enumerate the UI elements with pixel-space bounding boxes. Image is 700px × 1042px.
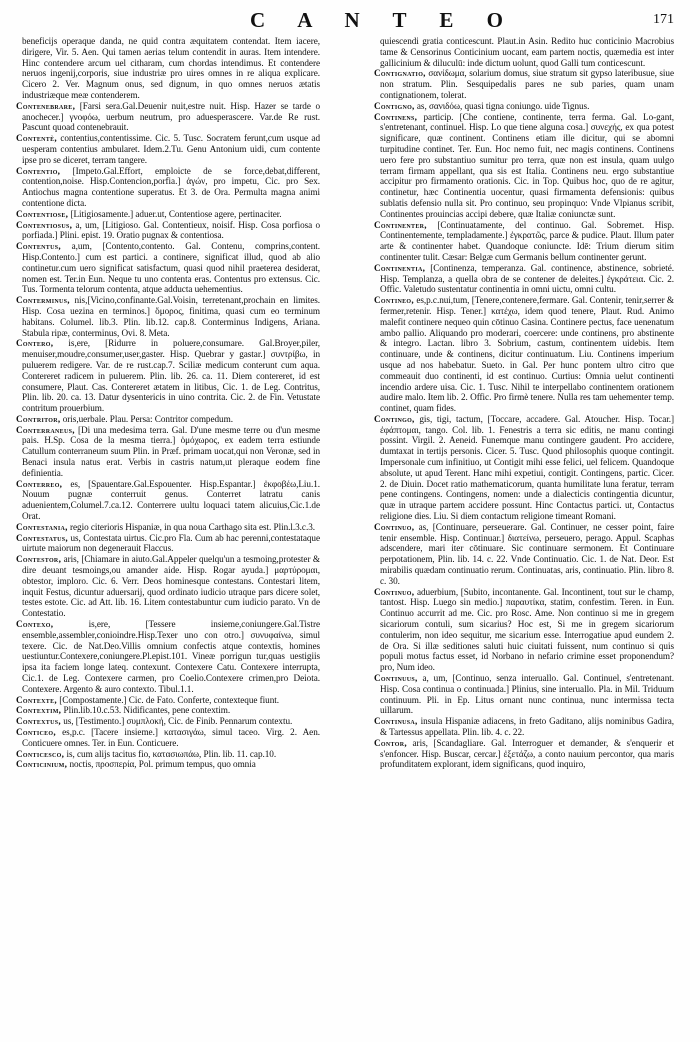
entry-headword: Conticesco, [16,748,65,759]
dictionary-entry [374,112,674,220]
entry-headword: Contestor, [16,554,62,565]
entry-headword: Conterreo, [16,478,63,489]
entry-headword: Continentia, [374,262,426,273]
entry-text: as, [Continuare, perseuerare. Gal. Continuer, ne cesser point, faire tenir ensemble. Hisp. Continuar.] διατείνω, perseuero, perago. Appul. Scaphas adscendere, mari iter cōtinuare. Sic continuare sermonem. Et Continuare perpotationem, Plin. lib. 14. c. 22. Vnde Continuatio. Cic. 1. de Nat. Deor. Est mirabilis quædam continuatio rerum. Continuatas, aris, continuatio. Plin. libro 8. c. 30. [380,521,674,586]
entry-text: es, [Spauentare.Gal.Espouenter. Hisp.Espantar.] ἐκφοβέω,Liu.1. Nouum pugnæ conterruit genus. Conterret latratu canis aduenientem,Columel.7.ca.12. Conterrere uultu loquaci tatem alicuius,Cic.1.de Orat. [22,478,320,522]
dictionary-entry [374,587,674,673]
entry-text: es,p.c.nui,tum, [Tenere,contenere,fermare. Gal. Contenir, tenir,serrer & fermer,retenir. Hisp. Tener.] κατέχω, idem quod tenere, Plaut. Rud. Animo malefit continere nequeo quin cōtinuo Casina. Continere pectus, face uenenatum ambo pallio. Aliquando pro moderari, coercere: unde continens, pro abstinente & integro. Lactan. libro 3. Sobrium, castum, continentem uidebis. Item continuare, unde & continens, dicitur continuatum. Liu. Continens imperium usque ad nos habebatur. Sueto. in Gal. Per hunc pontem ultro citro que commeauit duo continenti, id est continuo. Curtius: Omnia uelut continenti incendio ardere uisa. Cic. 1. Tusc. Nihil te interpellabo continentem orationem audire malo. Item lib. 2. Offic. Pro firmè tenere. Nulla res tam uehementer temp. continet, quam fides. [380,295,674,414]
entry-headword: Conterraneus, [16,424,75,435]
dictionary-entry [16,101,320,133]
entry-text: [Continenza, temperanza. Gal. continence, abstinence, sobrieté. Hisp. Templanza, a quella obra de se contener de deleites.] ἐγκράτεια. Cic. 2. Offic. Valetudo sustentatur continentia in omni uictu, omni cultu. [380,262,674,295]
dictionary-entry [374,738,674,770]
dictionary-entry [16,749,320,760]
dictionary-entry [374,36,674,68]
entry-headword: Contestatus, [16,532,68,543]
entry-headword: Contexo, [16,619,54,630]
entry-text: regio citerioris Hispaniæ, in qua noua Carthago sita est. Plin.l.3.c.3. [70,521,315,532]
entry-text: σανίδωμα, solarium domus, siue stratum sit gypso lateribusue, siue non stratum. Plin. Sesquipedalis pares ne sub paries, quam unam contignationem, tolerat. [380,68,674,100]
entry-text: a, um, [Litigioso. Gal. Contentieux, noisif. Hisp. Cosa porfiosa o porfiada.] Plini. epist. 19. Oratio pugnax & contentiosa. [22,219,320,241]
running-title: C A N T E O [250,8,518,32]
entry-headword: Contexte, [16,694,57,705]
dictionary-entry [374,673,674,716]
entry-text: us, Contestata uirtus. Cic.pro Fla. Cum ab hac perenni,contestataque uirtute maiorum non degenerauit Flaccus. [22,532,320,554]
entry-text: es,p.c. [Tacere insieme.] κατασιγάω, simul taceo. Virg. 2. Aen. Conticuere omnes. Ter. in Eun. Conticuere. [22,727,320,748]
entry-text: us, [Testimento.] συμπλοκή, Cic. de Finib. Pennarum contextu. [63,716,293,727]
entry-text: [Continuatamente, del continuo. Gal. Sobremet. Hisp. Continentemente, templadamente.] ἐγκρατῶς, parce & pudice. Plaut. Illum pater arte & continenter habet. Quandoque coniuncte. Idē: Trium dierum sitim continenter tulit. Cæsar: Belgæ cum Germanis bellum continenter gerunt. [380,219,674,262]
dictionary-entry [16,522,320,533]
entry-headword: Contestania, [16,521,68,532]
entry-text: [Di una medesima terra. Gal. D'une mesme terre ou d'un mesme pais. H.Sp. Cosa de la mesma tierra.] ὁμόχωρος, ex eadem terra estiunde Catullum conterraneum suum Plin. in Præf. primam uocat,qui non Veronæ, sed in Benaci insula natus erat. Verbis in castris natum,ut pleraque eodem fine definientia. [22,424,320,478]
entry-text: is,ere, [Ridurre in poluere,consumare. Gal.Broyer,piler, menuiser,moudre,consumer,user,gaster. Hisp. Quebrar y gastar.] συντρίβω, in puluerem redigere. Var. de re rust.cap.7. Sciliæ medicum conterunt cum aqua. Contereret radicem in puluerem. Plin. lib. 26. ca. 11. Diem contereret, id est consumere, Plaut. Cas. Contereret ætatem in litibus, Cic. 1. de Leg. Contritus, Plin. lib. 20. ca. 13. Datur dysentericis in uino contrita. Cic. 2. de Fin. Vetustate contritum prouerbium. [22,338,320,414]
entry-text: [Farsi sera.Gal.Deuenir nuit,estre nuit. Hisp. Hazer se tarde o anochecer.] γνοφόω, uerbum neutrum, pro aduesperascere. Var.de Re rust. Pascunt quoad contenebrauit. [22,100,320,133]
entry-text: [Impeto.Gal.Effort, emploicte de se force,debat,different, contention,noise. Hisp.Contencion,porfia.] ἀγών, pro impetu, Cic. pro Sex. Antiochus magna contentione superatus. Et 3. de Ora. Permulta magna animi contentione dicta. [22,165,320,208]
entry-headword: Continuus, [374,673,418,684]
dictionary-entry [16,338,320,414]
entry-headword: Contingo, [374,413,415,424]
dictionary-entry [16,479,320,522]
entry-text: quiescendi gratia conticescunt. Plaut.in Asin. Redito huc conticinio Macrobius tame & Censorinus Conticinium uocant, eam partem noctis, quæmedia est inter gallicinium & diluculū: inde dictum uolunt, quod Galli tum conticescunt. [380,36,674,68]
entry-text: gis, tigi, tactum, [Toccare, accadere. Gal. Atoucher. Hisp. Tocar.] ἐφάπτομαι, tango. Col. lib. 1. Fenestris a terra sic editis, ne manu contingi possint. Virgil. 2. Aeneid. Funemque manu contingere gaudent. Pro accidere, dumtaxat in tertijs personis. Cicer. 5. Tusc. Quod philosophis quoque contingit. Impersonale cum infinitiuo, ut Contigit mihi esse felici, uel felicem. Quandoque absolute, ut apud Terent. Hanc mihi expetiui, contigit. Contingens, partic. Cicer. 2. de Diuin. Docet ratio mathematicorum, quanta humilitate luna feratur, terram pene contingens. Contingens, nomen: unde a dialecticis contingentia dicuntur, quæ in utraque partem accidere possunt. Hinc Contactus partici. ut, Contactus religione dies. Liu. Si diem contactum religione timeant Romani. [380,413,674,522]
dictionary-entry [16,695,320,706]
entry-text: noctis, προσπερία, Pol. primum tempus, quo omnia [69,759,256,770]
entry-headword: Contentè, [16,133,57,144]
entry-headword: Contentiose, [16,208,69,219]
dictionary-entry [16,295,320,338]
entry-text: a,um, [Contento,contento. Gal. Contenu, comprins,content. Hisp.Contento.] cum est partici. a continere, significat illud, quod ab alio continetur.cum uero significat satisfactum, quasi quod nihil praeterea desiderat, nomen est. Ter.in Eun. Neque tu uno contenta eras. Contentus pro extensus. Cic. Tus. Tormenta telorum contenta, atque adducta uehementius. [22,241,320,295]
right-column [374,36,674,1036]
entry-headword: Contentiosus, [16,219,73,230]
entry-headword: Conticinium, [16,759,68,770]
entry-text: is, cum alijs tacitus fio, κατασιωπάω, Plin. lib. 11. cap.10. [66,748,277,759]
entry-text: Plin.lib.10.c.53. Nidificantes, pene contextim. [63,705,231,716]
dictionary-entry [374,716,674,738]
dictionary-entry [16,166,320,209]
dictionary-entry [16,727,320,749]
entry-headword: Contextus, [16,716,61,727]
entry-headword: Contigno, [374,100,415,111]
entry-headword: Contineo, [374,295,414,306]
entry-text: particip. [Che contiene, continente, terra ferma. Gal. Lo-gant, s'entretenant, continuel. Hisp. Lo que tiene alguna cosa.] συνεχής, ex qua potest significare, quæ continent. Continens etiam ille dicitur, qui se abomni turpitudine continet. Ter. Eun. Hoc nemo fuit, nec magis continens. Continens uero fere pro substantiuo sumitur pro terra, quæ non est insula, quam uulgo terram firmam appellant, qua sis est Italia. Continens neu. ergo substantiue accipitur pro firmamento orationis. Cic. in Top. Quibus hoc, quo de re agitur, continetur, hæc Continentia uocentur, quasi firmamenta defensionis: quibus sublatis defensio nulla sit. Pro continuo, seu propinquo: Vnde Vlpianus scribit, Continentes prouincias accipi debere, quæ Italiæ coniunctæ sunt. [380,111,674,219]
dictionary-entry [16,209,320,220]
dictionary-entry [374,414,674,522]
dictionary-entry [16,533,320,555]
entry-headword: Continenter, [374,219,427,230]
dictionary-entry [374,522,674,587]
entry-headword: Contentus, [16,241,61,252]
entry-text: aduerbium, [Subito, incontanente. Gal. Incontinent, tout sur le champ, tantost. Hisp. Luego sin medio.] παραυτίκα, statim, confestim. Teren. in Eun. Continuo accurrit ad me. Cic. pro Rosc. Ame. Non continuo si me in gregem sicariorum contuli, sum sicarius? Hoc est, Si me in gregem sicariorum contulerim, non ideo sequitur, me sicarium esse. Interrogatiue apud eundem 2. de Ora. Si illæ seditiones saluti huic ciuitati fuissent, num continuo si quis populi motus factus esset, id Norbano in nefario crimine esset proponendum? pro, Num ideo. [380,586,674,673]
dictionary-entry [16,36,320,101]
entry-text: nis,[Vicino,confinante.Gal.Voisin, terretenant,prochain en limites. Hisp. Cosa uezina en terminos.] ὅμορος, finitima, quasi cum eo terminum habitans. Columel. lib.3. Plin. lib.12. cap.8. Conterminus Indigens, Ariana. Stabula ripæ, conterminus, Ovi. 8. Meta. [22,295,320,338]
entry-text: oris,uerbale. Plau. Persa: Contritor compedum. [62,413,233,424]
dictionary-entry [374,263,674,295]
entry-text: beneficijs operaque danda, ne quid contra æquitatem contendat. Item iacere, dirigere, Vir. 5. Aen. Qui tamen aerias telum contendit in auras. Item intendere. Hinc contendere arcum uel citharam, cum chordas intendimus. Et contendere neruos ingenij,corporis, siue industriæ pro uires omnes in re aliqua explicare. Cicero 2. Ver. Magnum onus, sed dignum, in quo omnes neruos ætatis industriæque meæ contenderem. [22,36,320,100]
dictionary-entry [374,220,674,263]
dictionary-entry [374,295,674,414]
dictionary-entry [16,716,320,727]
entry-text: as, σανιδόω, quasi tigna coniungo. uide Tignus. [416,100,590,111]
entry-text: aris, [Scandagliare. Gal. Interroguer et demander, & s'enquerir et s'enfoncer. Hisp. Buscar, cercar.] ἐξετάζω, a conto nauium percontor, qua maris profunditatem explorant, idem significans, quod inquiro, [380,737,674,770]
entry-headword: Contenebrare, [16,100,76,111]
entry-text: a, um, [Continuo, senza interuallo. Gal. Continuel, s'entretenant. Hisp. Cosa continua o continuada.] Plinius, sine interuallo. Pla. in Mil. Triduum continuum. Pli. in Ep. Litus ornant nunc continua, nunc intermissa tecta uillarum. [380,673,674,716]
entry-headword: Conticeo, [16,727,56,737]
running-head [0,8,700,36]
entry-headword: Continusa, [374,716,418,727]
entry-headword: Continens, [374,111,418,122]
entry-headword: Contero, [16,338,54,349]
entry-headword: Contignatio, [374,68,426,79]
entry-text: contentius,contentissime. Cic. 5. Tusc. Socratem ferunt,cum usque ad uesperam contentius ambularet. Idem.2.Tu. Genu Antonium uidi, cum contente ipse pro se diceret, terram tangere. [22,133,320,165]
entry-text: [Litigiosamente.] aduer.ut, Contentiose agere, pertinaciter. [70,208,282,219]
entry-text: [Compostamente.] Cic. de Fato. Conferte, contexteque fiunt. [59,694,280,705]
dictionary-entry [16,133,320,165]
entry-headword: Continuo, [374,521,415,532]
dictionary-entry [16,241,320,295]
entry-headword: Contextim, [16,705,62,716]
entry-text: aris, [Chiamare in aiuto.Gal.Appeler quelqu'un a tesmoing,protester & dire deuant tesmoings,ou amander aide. Hisp. Rogar ayuda.] μαρτύρομαι, obtestor, imploro. Cic. 6. Verr. Deos hominesque contestans. Contestari litem, inquit Festus, dicuntur aduersarij, quod ordinato iudicio utraque pars dicere solet, testes estote. Cic. ad Att. lib. 16. Litem contestabuntur cum iudicio parato. Vn de Contestatio. [22,554,320,619]
dictionary-entry [16,705,320,716]
left-column [16,36,320,1036]
entry-text: insula Hispaniæ adiacens, in freto Gaditano, alijs nominibus Gadira, & Tartessus appellata. Plin. lib. 4. c. 22. [380,716,674,737]
dictionary-entry [16,220,320,242]
entry-text: is,ere, [Tessere insieme,coniungere.Gal.Tistre ensemble,assembler,conioindre.Hisp.Texer uno con otro.] συνυφαίνω, simul texere. Cic. de Nat.Deo.Villis omnium confectis atque contextis, homines uestiuntur.Contexere,coniungere.Pl.epist.101. Vineæ porrigun tur,quas uestigiis ipsa ita faciem longe lateq. contexunt. Contexere Catu. Contexere interrupta, Cic.1. de Leg. Contexere carmen, pro Coelio.Contexere crimen,pro Deiota. Contexere. Argento & auro contexto. Tibul.1.1. [22,619,320,694]
entry-headword: Conterminus, [16,295,70,306]
entry-headword: Contor, [374,737,407,748]
dictionary-entry [16,425,320,479]
dictionary-entry [374,101,674,112]
entry-headword: Contritor, [16,413,61,424]
dictionary-entry [374,68,674,100]
entry-headword: Contentio, [16,165,61,176]
entry-headword: Continuo, [374,586,415,597]
dictionary-entry [16,619,320,695]
dictionary-entry [16,759,320,770]
dictionary-entry [16,554,320,619]
dictionary-entry [16,414,320,425]
page-number: 171 [653,12,674,27]
